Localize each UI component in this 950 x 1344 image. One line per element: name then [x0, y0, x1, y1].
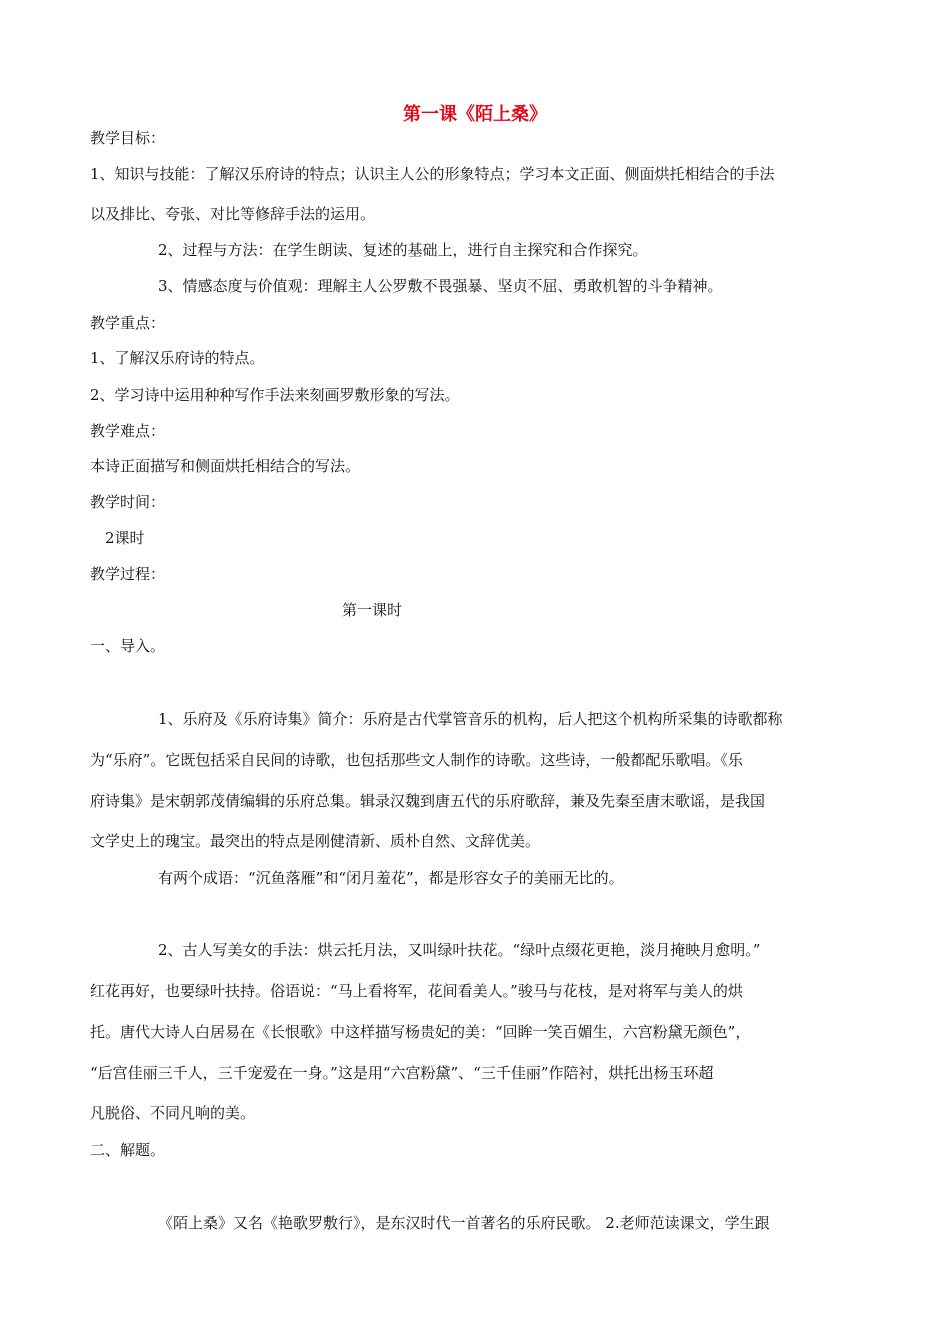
para-2-line-1: 2、古人写美女的手法：烘云托月法，又叫绿叶扶花。“绿叶点缀花更艳，淡月掩映月愈明。”: [158, 941, 761, 959]
time-value: 2课时: [105, 529, 145, 547]
difficulty-heading: 教学难点：: [90, 422, 166, 440]
para-1-line-3: 府诗集》是宋朝郭茂倩编辑的乐府总集。辑录汉魏到唐五代的乐府歌辞，兼及先秦至唐末歌谣，是我国: [90, 792, 766, 810]
para-2-line-3: 托。唐代大诗人白居易在《长恨歌》中这样描写杨贵妃的美：“回眸一笑百媚生，六宫粉黛无颜色”，: [90, 1023, 751, 1041]
para-1-line-1: 1、乐府及《乐府诗集》简介：乐府是古代掌管音乐的机构，后人把这个机构所采集的诗歌都称: [158, 710, 783, 728]
para-1-line-2: 为“乐府”。它既包括采自民间的诗歌，也包括那些文人制作的诗歌。这些诗，一般都配乐歌唱。《乐: [90, 751, 743, 769]
lesson-1-heading: 第一课时: [342, 601, 403, 619]
key-point-1: 1、了解汉乐府诗的特点。: [90, 349, 265, 367]
key-point-2: 2、学习诗中运用种种写作手法来刻画罗敷形象的写法。: [90, 386, 460, 404]
para-3: 《陌上桑》又名《艳歌罗敷行》，是东汉时代一首著名的乐府民歌。 2.老师范读课文，学生跟: [158, 1214, 770, 1232]
difficulty-1: 本诗正面描写和侧面烘托相结合的写法。: [90, 457, 361, 475]
page-title: 第一课《陌上桑》: [403, 104, 547, 125]
time-heading: 教学时间：: [90, 493, 166, 511]
section-2-heading: 二、解题。: [90, 1141, 166, 1159]
para-2-line-4: “后宫佳丽三千人，三千宠爱在一身。”这是用“六宫粉黛”、“三千佳丽”作陪衬，烘托出杨玉环超: [90, 1064, 714, 1082]
key-points-heading: 教学重点：: [90, 314, 166, 332]
objective-3: 3、情感态度与价值观：理解主人公罗敷不畏强暴、坚贞不屈、勇敢机智的斗争精神。: [158, 277, 723, 295]
process-heading: 教学过程：: [90, 565, 166, 583]
para-2-line-5: 凡脱俗、不同凡响的美。: [90, 1104, 256, 1122]
para-1b: 有两个成语：“沉鱼落雁”和“闭月羞花”，都是形容女子的美丽无比的。: [158, 869, 624, 887]
objectives-heading: 教学目标：: [90, 129, 166, 147]
objective-1-line-2: 以及排比、夸张、对比等修辞手法的运用。: [90, 205, 376, 223]
para-2-line-2: 红花再好，也要绿叶扶持。俗语说：“马上看将军，花间看美人。”骏马与花枝，是对将军与美人的烘: [90, 982, 743, 1000]
objective-1-line-1: 1、知识与技能：了解汉乐府诗的特点；认识主人公的形象特点；学习本文正面、侧面烘托相结合的手法: [90, 165, 775, 183]
para-1-line-4: 文学史上的瑰宝。最突出的特点是刚健清新、质朴自然、文辞优美。: [90, 832, 541, 850]
section-1-heading: 一、导入。: [90, 637, 166, 655]
objective-2: 2、过程与方法：在学生朗读、复述的基础上，进行自主探究和合作探究。: [158, 241, 648, 259]
